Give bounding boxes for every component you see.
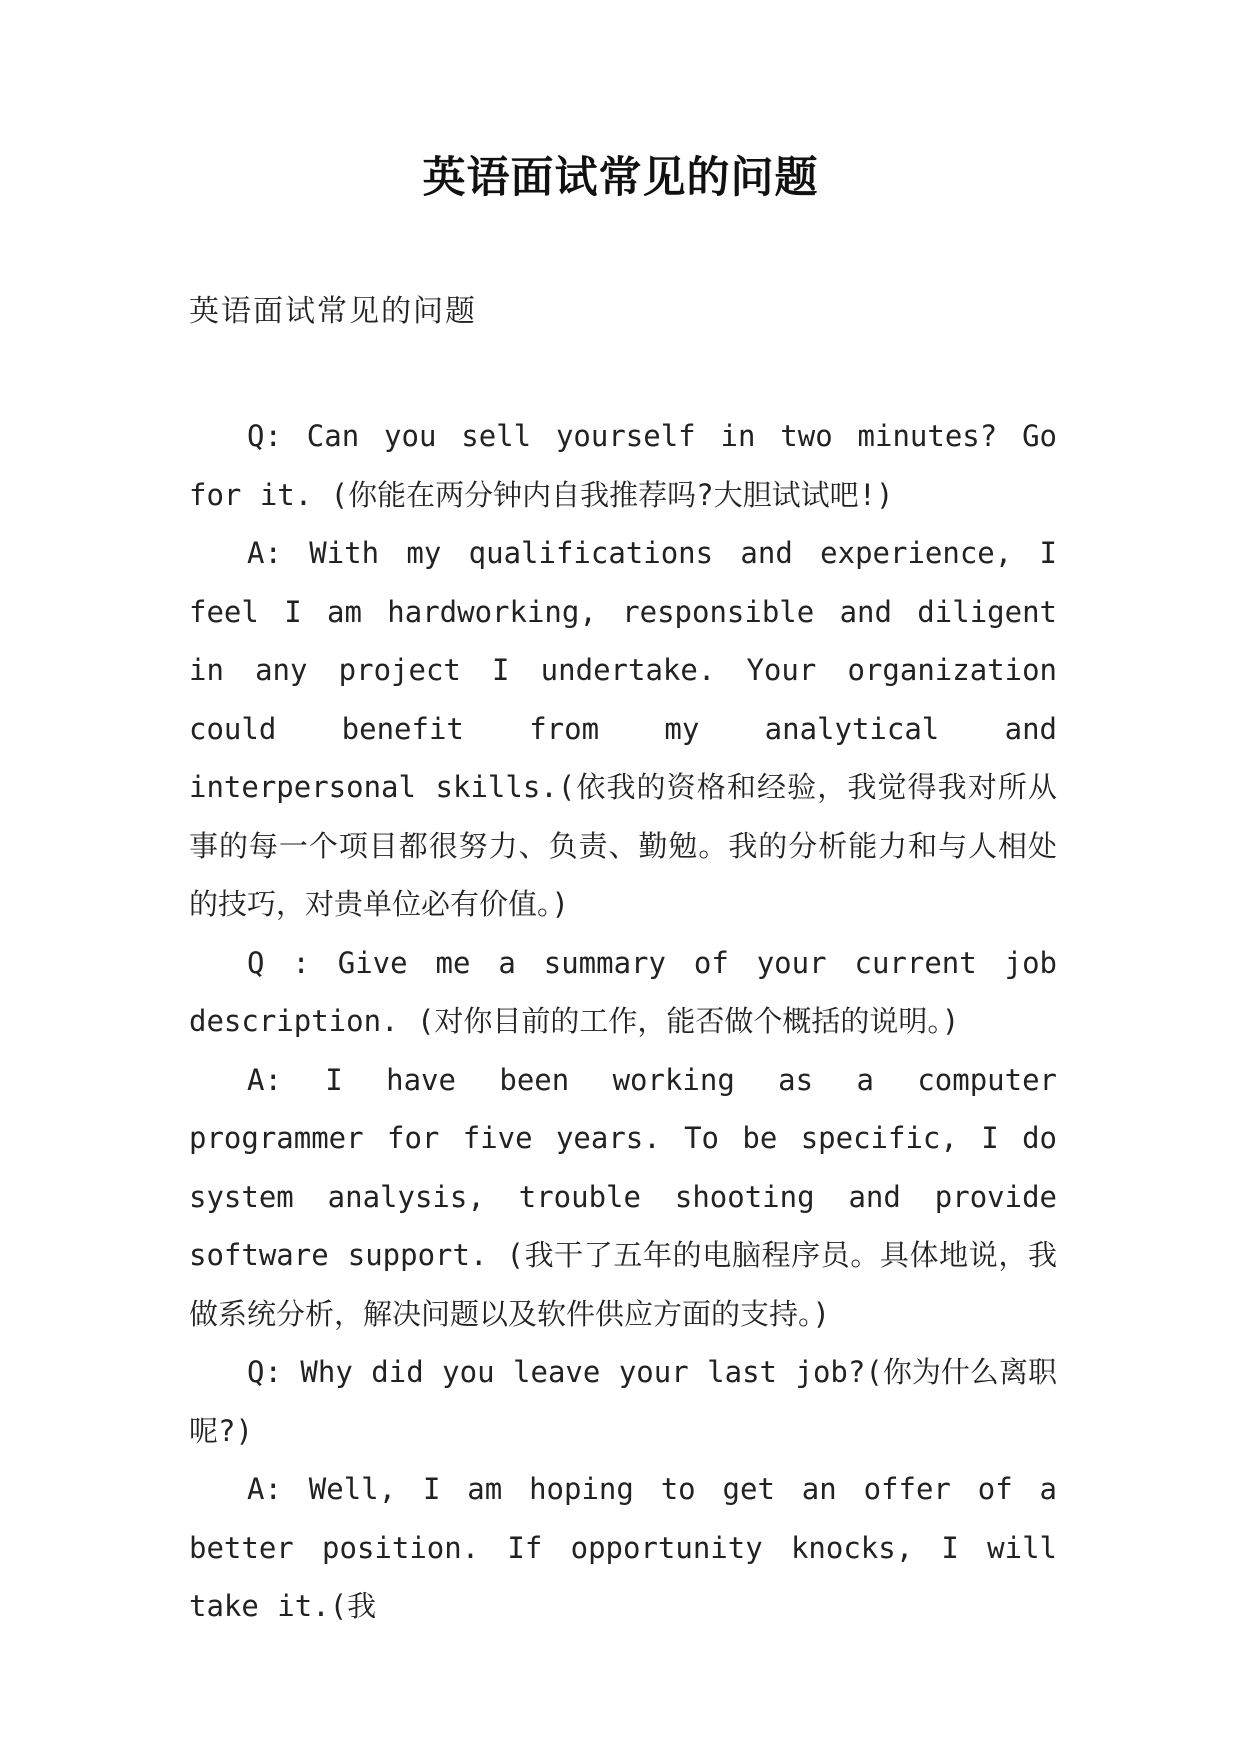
paragraph-a1: A: With my qualifications and experience, I feel I am hardworking, responsible and diligent in any project I undertake. Your organization could benefit from my analytical and interpersonal skills.(依我的资格和经验，我觉得我对所从事的每一个项目都很努力、负责、勤勉。我的分析能力和与人相处的技巧，对贵单位必有价值。) (189, 536, 1057, 921)
paragraph-q2: Q : Give me a summary of your current job description. (对你目前的工作，能否做个概括的说明。) (189, 945, 1057, 1038)
paragraph-a2: A: I have been working as a computer programmer for five years. To be specific, I do system analysis, trouble shooting and provide software support. (我干了五年的电脑程序员。具体地说，我做系统分析，解决问题以及软件供应方面的支持。) (189, 1062, 1057, 1331)
paragraph-q3: Q: Why did you leave your last job?(你为什么离职呢?) (189, 1355, 1057, 1448)
paragraph-a3: A: Well, I am hoping to get an offer of a better position. If opportunity knocks, I will take it.(我 (189, 1472, 1057, 1623)
paragraph-q1: Q: Can you sell yourself in two minutes? Go for it. (你能在两分钟内自我推荐吗?大胆试试吧!) (189, 419, 1057, 512)
document-title: 英语面试常见的问题 (422, 153, 819, 203)
document-subtitle: 英语面试常见的问题 (189, 294, 477, 329)
document-body (189, 407, 1057, 1636)
